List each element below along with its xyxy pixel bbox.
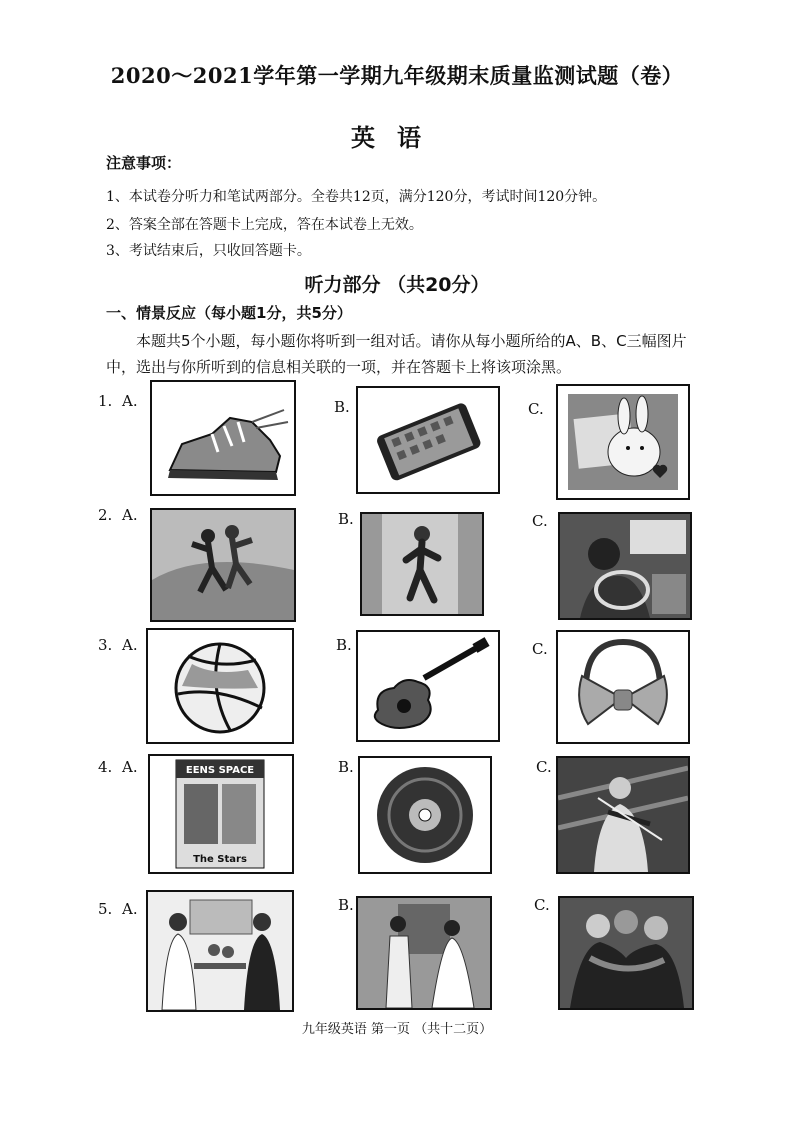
- exam-title: 2020～2021学年第一学期九年级期末质量监测试题（卷）: [110, 63, 684, 88]
- option-label: B.: [334, 398, 350, 416]
- option-picture[interactable]: [360, 512, 484, 616]
- option-picture[interactable]: [150, 380, 296, 496]
- option-label: B.: [338, 896, 354, 914]
- option-label: A.: [122, 900, 138, 918]
- question-number: 2.: [98, 506, 113, 524]
- magazine-footer: The Stars: [193, 854, 247, 865]
- driver-icon: [560, 514, 690, 618]
- option-label: B.: [336, 636, 352, 654]
- cd-disc-icon: [360, 758, 490, 872]
- wedding-icon: [358, 898, 490, 1008]
- option-label: A.: [122, 506, 138, 524]
- option-picture[interactable]: [358, 756, 492, 874]
- climbers-icon: [152, 510, 294, 620]
- option-picture[interactable]: [556, 384, 690, 500]
- option-picture[interactable]: [558, 512, 692, 620]
- option-picture[interactable]: [356, 896, 492, 1010]
- notice-item: 2、答案全部在答题卡上完成，答在本试卷上无效。: [106, 217, 423, 233]
- option-label: A.: [122, 392, 138, 410]
- notice-heading: 注意事项：: [106, 154, 182, 172]
- question-number: 5.: [98, 900, 113, 918]
- option-label: B.: [338, 758, 354, 776]
- option-label: A.: [122, 758, 138, 776]
- violinist-icon: [558, 758, 688, 872]
- magazine-title: EENS SPACE: [185, 765, 255, 776]
- option-label: C.: [532, 512, 548, 530]
- option-picture[interactable]: [556, 630, 690, 744]
- option-label: A.: [122, 636, 138, 654]
- sneaker-icon: [152, 382, 294, 494]
- option-picture[interactable]: [146, 890, 294, 1012]
- question-number: 4.: [98, 758, 113, 776]
- option-picture[interactable]: [150, 508, 296, 622]
- option-label: C.: [534, 896, 550, 914]
- option-picture[interactable]: [356, 386, 500, 494]
- option-picture[interactable]: [356, 630, 500, 742]
- option-picture[interactable]: [556, 756, 690, 874]
- option-label: C.: [528, 400, 544, 418]
- option-label: C.: [536, 758, 552, 776]
- section-title: 听力部分 （共20分）: [304, 274, 490, 296]
- option-label: C.: [532, 640, 548, 658]
- subject-title: 英语: [351, 123, 443, 152]
- bunny-card-icon: [558, 386, 688, 498]
- option-picture[interactable]: [558, 896, 694, 1010]
- question-number: 1.: [98, 392, 113, 410]
- page-footer: 九年级英语 第一页 （共十二页）: [301, 1022, 493, 1037]
- hugging-people-icon: [560, 898, 692, 1008]
- notice-item: 1、本试卷分听力和笔试两部分。全卷共12页，满分120分，考试时间120分钟。: [106, 189, 607, 205]
- smartphone-icon: [358, 388, 498, 492]
- question-number: 3.: [98, 636, 113, 654]
- handshake-icon: [148, 892, 292, 1010]
- runner-icon: [362, 514, 482, 614]
- option-picture[interactable]: [148, 754, 294, 874]
- bow-headband-icon: [558, 632, 688, 742]
- volleyball-icon: [148, 630, 292, 742]
- part-title: 一、情景反应（每小题1分，共5分）: [106, 304, 352, 322]
- option-label: B.: [338, 510, 354, 528]
- guitar-icon: [358, 632, 498, 740]
- magazine-icon: [150, 756, 292, 872]
- notice-item: 3、考试结束后，只收回答题卡。: [106, 243, 311, 259]
- option-picture[interactable]: [146, 628, 294, 744]
- part-instructions: 本题共5个小题，每小题你将听到一组对话。请你从每小题所给的A、B、C三幅图片中，选出与你所听到的信息相关联的一项，并在答题卡上将该项涂黑。: [106, 332, 687, 376]
